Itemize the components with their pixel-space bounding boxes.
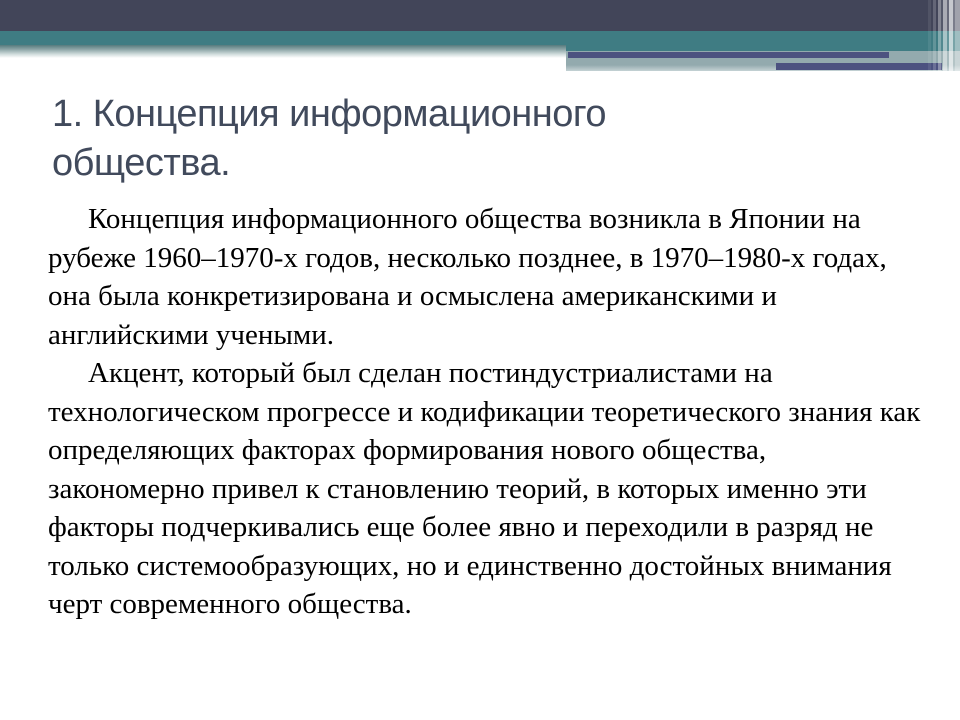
accent-bar-top	[568, 52, 889, 58]
body-paragraph-2: Акцент, который был сделан постиндустриалистами на технологическом прогрессе и кодификации теоретического знания как определяющих факторах формирования нового общества, закономерно привел к становлению теорий, в которых именно эти факторы подчеркивались еще более явно и переходили в разряд не только системообразующих, но и единственно достойных внимания черт современного общества.	[48, 357, 921, 620]
header-bar-teal	[0, 31, 960, 45]
header-corner-stripes	[928, 0, 960, 71]
slide-body	[48, 200, 922, 624]
accent-bar-bottom	[776, 63, 942, 70]
header-bar-dark	[0, 0, 960, 31]
slide-title: 1. Концепция информационного общества.	[52, 93, 607, 184]
body-paragraph-1: Концепция информационного общества возникла в Японии на рубеже 1960–1970-х годов, несколько позднее, в 1970–1980-х годах, она была конкретизирована и осмыслена американскими и английскими учеными.	[48, 203, 887, 351]
